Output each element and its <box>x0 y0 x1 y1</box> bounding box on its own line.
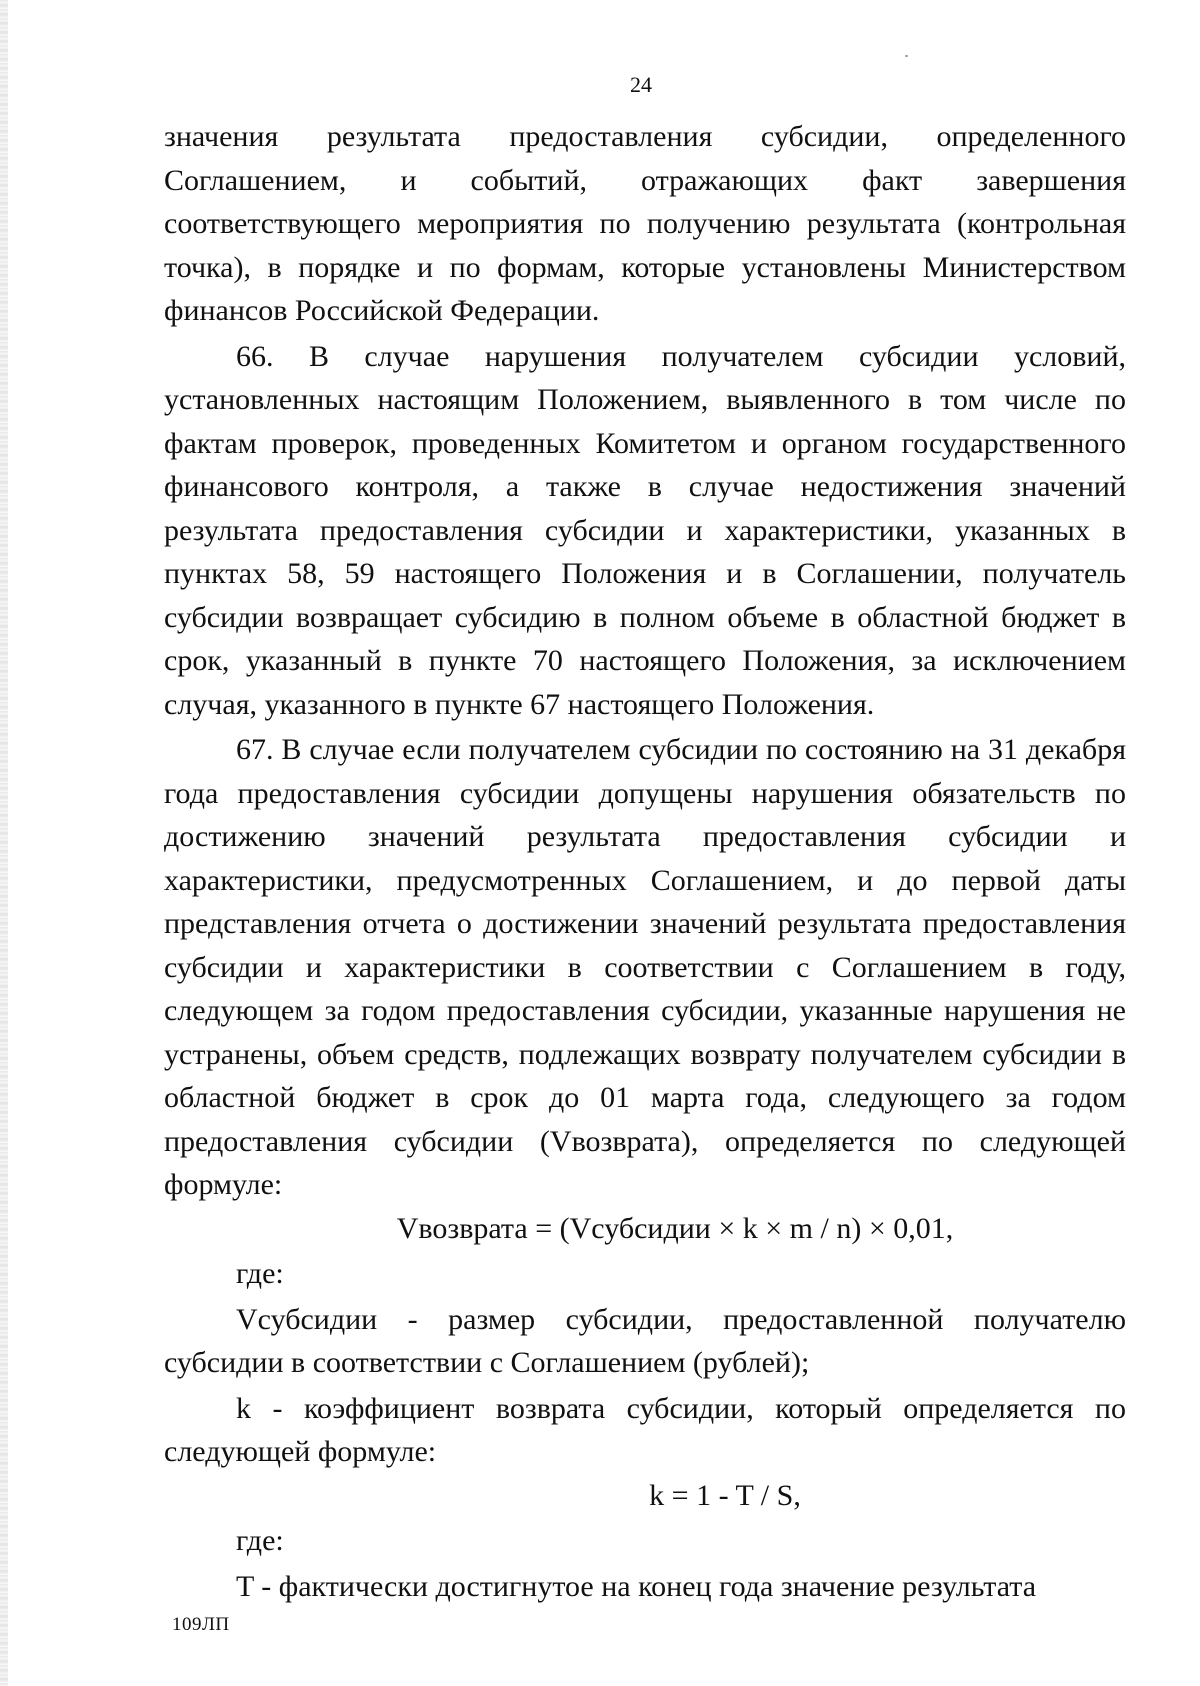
document-footer-code: 109ЛП <box>172 1614 230 1635</box>
scan-speck <box>905 55 908 57</box>
formula-v-vozvrata: Vвозврата = (Vсубсидии × k × m / n) × 0,01, <box>396 1211 954 1245</box>
scan-edge-artifact <box>0 0 8 1686</box>
where-label-2: где: <box>236 1524 284 1557</box>
definition-k: k - коэффициент возврата субсидии, который определяется по следующей формуле: <box>164 1391 1126 1468</box>
definition-v-subsidii: Vсубсидии - размер субсидии, предоставленной получателю субсидии в соответствии с Соглашением (рублей); <box>164 1302 1126 1379</box>
paragraph-intro: значения результата предоставления субсидии, определенного Соглашением, и событий, отражающих факт завершения соответствующего мероприятия по получению результата (контрольная точка), в порядке и по формам, которые установлены Министерством финансов Российской Федерации. <box>164 120 1126 327</box>
definition-t: T - фактически достигнутое на конец года значение результата <box>236 1569 1037 1603</box>
paragraph-67: 67. В случае если получателем субсидии по состоянию на 31 декабря года предоставления субсидии допущены нарушения обязательств по достижению значений результата предоставления субсидии и характеристики, предусмотренных Соглашением, и до первой даты представления отчета о достижении значений результата предоставления субсидии и характеристики в соответствии с Соглашением в году, следующем за годом предоставления субсидии, указанные нарушения не устранены, объем средств, подлежащих возврату получателем субсидии в областной бюджет в срок до 01 марта года, следующего за годом предоставления субсидии (Vвозврата), определяется по следующей формуле: <box>164 733 1126 1201</box>
formula-k: k = 1 - T / S, <box>649 1478 801 1512</box>
document-body <box>164 115 1126 1608</box>
paragraph-66: 66. В случае нарушения получателем субсидии условий, установленных настоящим Положением, выявленного в том числе по фактам проверок, проведенных Комитетом и органом государственного финансового контроля, а также в случае недостижения значений результата предоставления субсидии и характеристики, указанных в пунктах 58, 59 настоящего Положения и в Соглашении, получатель субсидии возвращает субсидию в полном объеме в областной бюджет в срок, указанный в пункте 70 настоящего Положения, за исключением случая, указанного в пункте 67 настоящего Положения. <box>164 339 1126 721</box>
where-label-1: где: <box>236 1257 284 1290</box>
page-number: 24 <box>630 72 652 97</box>
